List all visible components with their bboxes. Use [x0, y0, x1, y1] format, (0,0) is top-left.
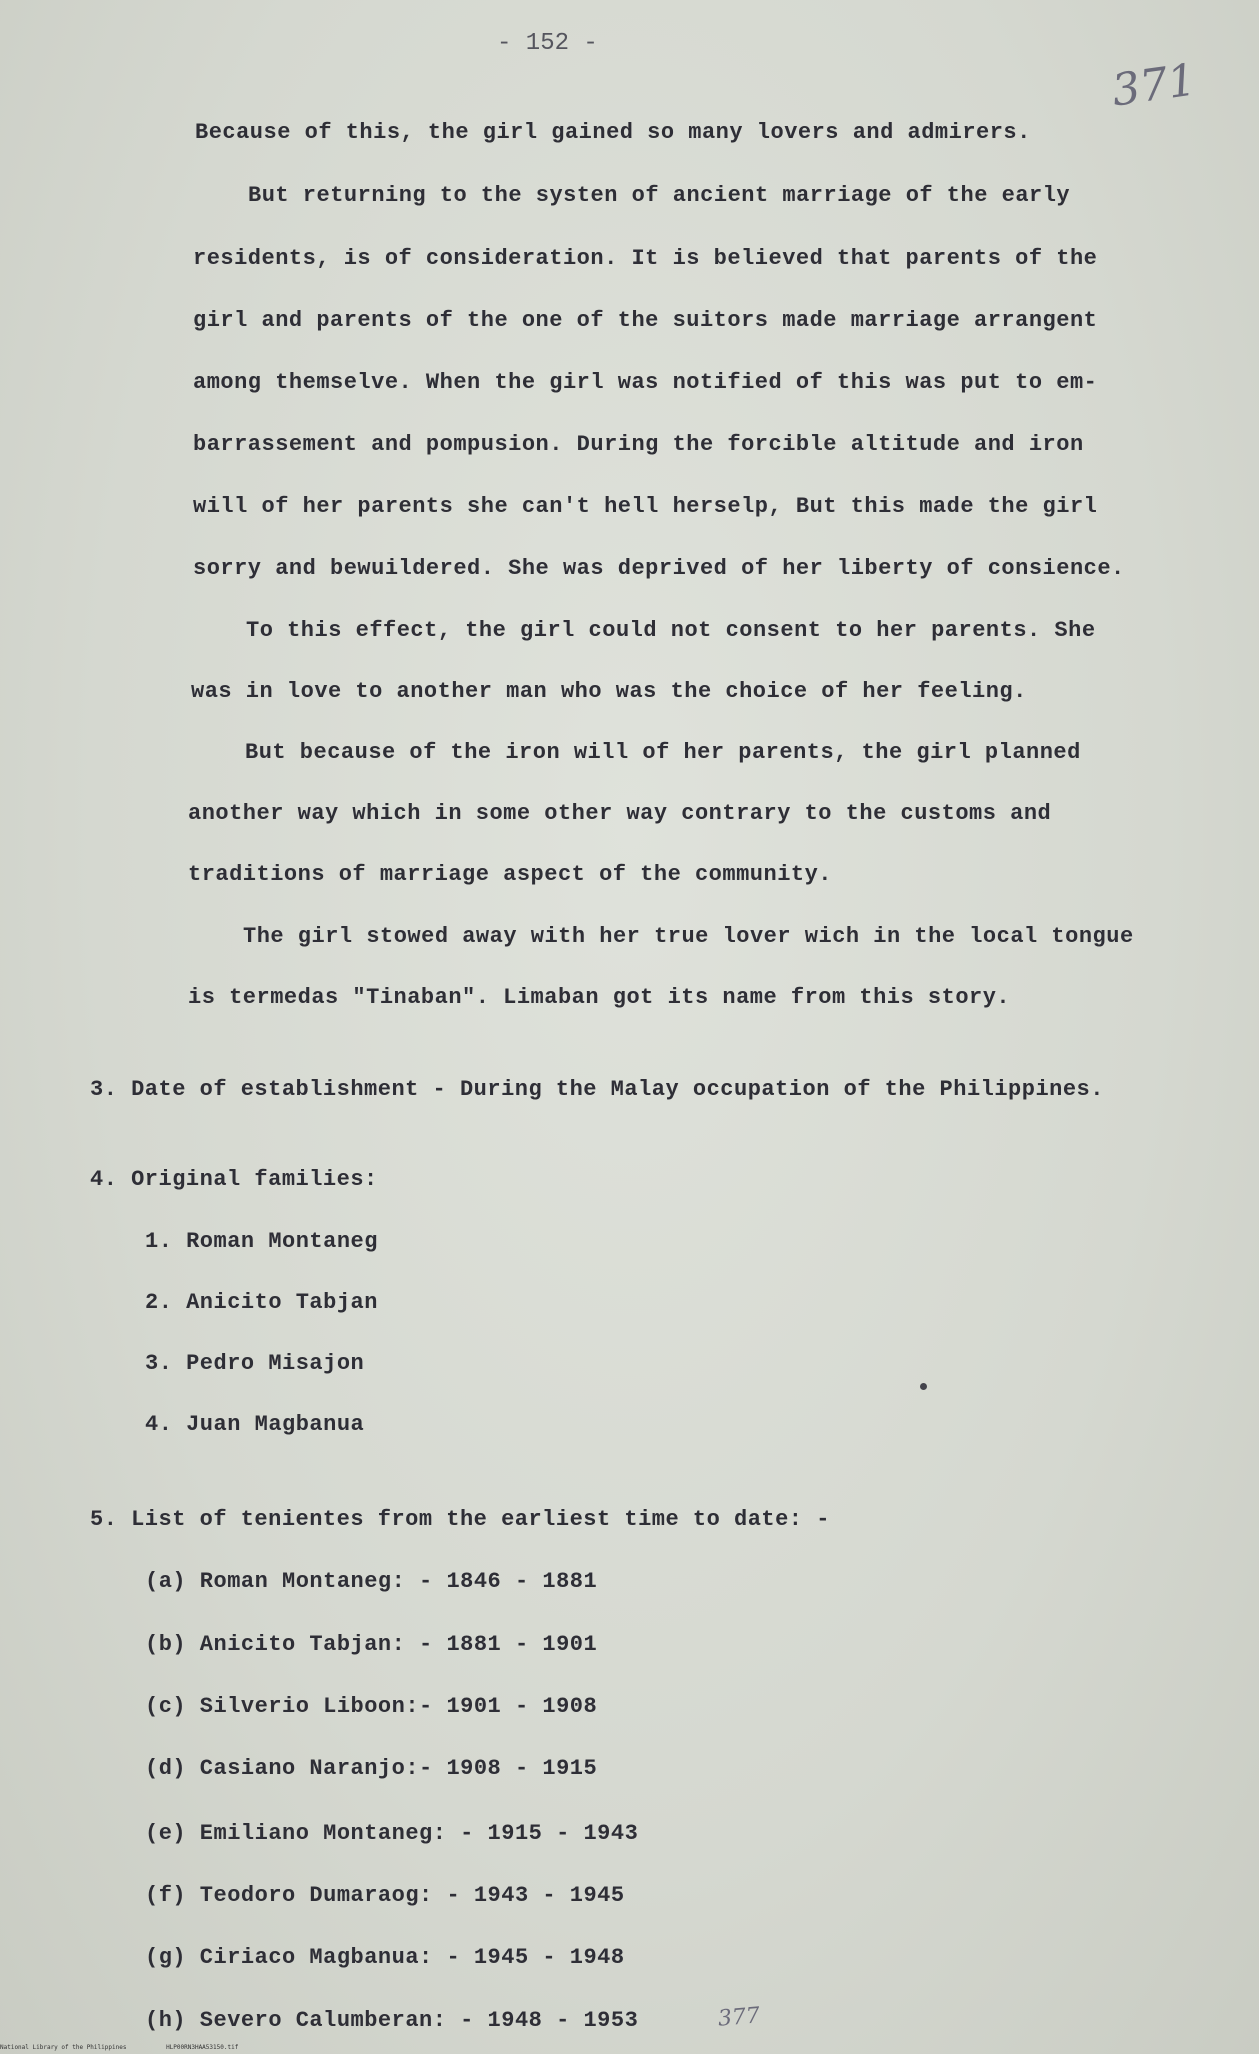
teniente-item: (e) Emiliano Montaneg: - 1915 - 1943	[145, 1821, 639, 1846]
teniente-item: (d) Casiano Naranjo:- 1908 - 1915	[145, 1756, 598, 1781]
section-original-families-heading: 4. Original families:	[90, 1167, 378, 1192]
teniente-item: (g) Ciriaco Magbanua: - 1945 - 1948	[145, 1945, 625, 1970]
handwritten-number-bottom: 377	[716, 2003, 762, 2032]
page-number: - 152 -	[497, 30, 598, 57]
teniente-item: (f) Teodoro Dumaraog: - 1943 - 1945	[145, 1883, 625, 1908]
text-line: Because of this, the girl gained so many lovers and admirers.	[195, 120, 1031, 145]
text-line: girl and parents of the one of the suitors made marriage arrangent	[193, 308, 1098, 333]
archive-footer	[0, 2044, 274, 2051]
footer-file-id: HLP00RN3HAA53150.tif	[166, 2044, 239, 2051]
teniente-item: (b) Anicito Tabjan: - 1881 - 1901	[145, 1632, 598, 1657]
text-line: was in love to another man who was the choice of her feeling.	[191, 679, 1027, 704]
section-tenientes-heading: 5. List of tenientes from the earliest time to date: -	[90, 1507, 830, 1532]
text-line: residents, is of consideration. It is believed that parents of the	[193, 246, 1098, 271]
family-item: 3. Pedro Misajon	[145, 1351, 365, 1376]
handwritten-number-top: 371	[1108, 54, 1200, 117]
text-line: is termedas "Tinaban". Limaban got its name from this story.	[188, 985, 1011, 1010]
family-item: 1. Roman Montaneg	[145, 1229, 378, 1254]
text-line: But returning to the systen of ancient marriage of the early	[248, 183, 1071, 208]
text-line: among themselve. When the girl was notified of this was put to em-	[193, 370, 1098, 395]
text-line: But because of the iron will of her parents, the girl planned	[245, 740, 1081, 765]
text-line: will of her parents she can't hell herselp, But this made the girl	[193, 494, 1098, 519]
section-date-of-establishment: 3. Date of establishment - During the Malay occupation of the Philippines.	[90, 1077, 1104, 1102]
footer-institution: National Library of the Philippines	[0, 2044, 127, 2051]
family-item: 2. Anicito Tabjan	[145, 1290, 378, 1315]
ink-dot	[920, 1383, 927, 1390]
text-line: The girl stowed away with her true lover wich in the local tongue	[243, 924, 1134, 949]
text-line: To this effect, the girl could not consent to her parents. She	[246, 618, 1096, 643]
text-line: traditions of marriage aspect of the community.	[188, 862, 833, 887]
teniente-item: (h) Severo Calumberan: - 1948 - 1953	[145, 2008, 639, 2033]
text-line: another way which in some other way contrary to the customs and	[188, 801, 1052, 826]
teniente-item: (a) Roman Montaneg: - 1846 - 1881	[145, 1569, 598, 1594]
text-line: barrassement and pompusion. During the forcible altitude and iron	[193, 432, 1084, 457]
family-item: 4. Juan Magbanua	[145, 1412, 365, 1437]
teniente-item: (c) Silverio Liboon:- 1901 - 1908	[145, 1694, 598, 1719]
text-line: sorry and bewuildered. She was deprived of her liberty of consience.	[193, 556, 1125, 581]
